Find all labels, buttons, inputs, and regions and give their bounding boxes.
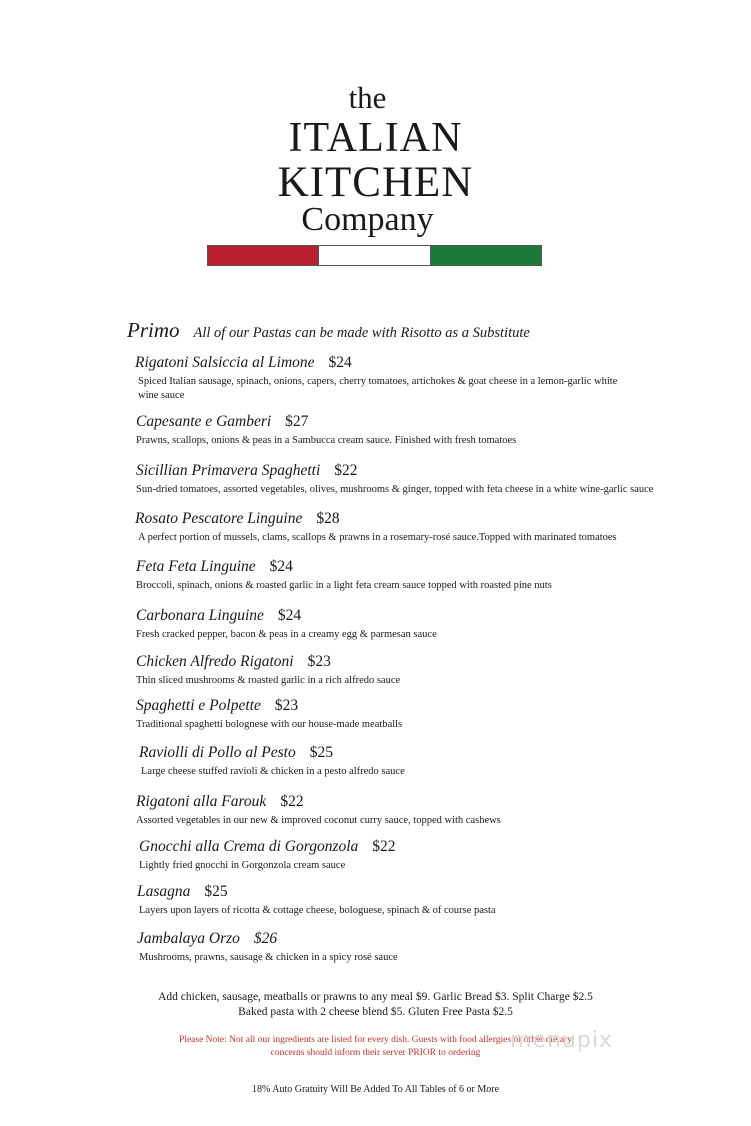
menu-item [139,838,699,873]
menu-item [136,413,696,448]
menu-item [137,883,699,918]
watermark: menupix [510,1028,613,1053]
menu-item [136,558,696,593]
menu-item [139,744,701,779]
item-description: Traditional spaghetti bolognese with our house-made meatballs [136,719,403,730]
item-price: $24 [328,354,352,371]
item-name: Raviolli di Pollo al Pesto [139,744,296,761]
section-title: Primo [127,318,180,342]
item-price: $28 [316,510,340,527]
flag-green [431,246,541,265]
note-line-2: concerns should inform their server PRIOR to ordering [270,1047,481,1058]
item-price: $22 [372,838,396,855]
item-name: Capesante e Gamberi [136,413,272,430]
menu-item [137,930,699,965]
item-description: Fresh cracked pepper, bacon & peas in a creamy egg & parmesan sauce [136,629,437,640]
item-price: $25 [204,883,228,900]
item-name: Sicillian Primavera Spaghetti [136,462,321,479]
item-description: Mushrooms, prawns, sausage & chicken in a spicy rosé sauce [139,952,398,963]
item-price: $23 [274,697,299,714]
section-note: All of our Pastas can be made with Risotto as a Substitute [193,325,530,341]
item-description: Broccoli, spinach, onions & roasted garlic in a light feta cream sauce topped with roasted pine nuts [136,580,552,591]
item-name: Gnocchi alla Crema di Gorgonzola [139,838,359,855]
italian-flag-bar [207,245,542,266]
item-description: Spiced Italian sausage, spinach, onions, capers, cherry tomatoes, artichokes & goat cheese in a lemon-garlic white wine sauce [138,376,618,401]
logo-kitchen: KITCHEN [277,159,474,206]
item-price: $22 [334,462,358,479]
section-header [127,318,530,343]
logo-company: Company [301,201,434,238]
menu-item [136,793,696,828]
item-name: Rigatoni alla Farouk [136,793,267,810]
item-description: Large cheese stuffed ravioli & chicken in a pesto alfredo sauce [141,766,405,777]
menu-item [136,462,736,497]
item-price: $27 [285,413,309,430]
item-description: A perfect portion of mussels, clams, scallops & prawns in a rosemary-rosé sauce.Topped with marinated tomatoes [138,532,617,543]
item-name: Feta Feta Linguine [136,558,256,575]
item-price: $22 [280,793,304,810]
menu-item [136,697,696,732]
logo-the: the [348,80,387,115]
allergy-note [0,1034,751,1059]
item-price: $26 [253,930,278,947]
item-name: Jambalaya Orzo [137,930,240,947]
addons-line-2: Baked pasta with 2 cheese blend $5. Gluten Free Pasta $2.5 [238,1006,513,1018]
item-description: Sun-dried tomatoes, assorted vegetables, olives, mushrooms & ginger, topped with feta cheese in a white wine-garlic sauce [136,484,654,495]
item-price: $24 [277,607,302,624]
item-description: Lightly fried gnocchi in Gorgonzola cream sauce [139,860,346,871]
item-name: Chicken Alfredo Rigatoni [136,653,294,670]
menu-item [136,607,696,642]
flag-white [318,246,430,265]
logo-italian: ITALIAN [288,115,463,161]
item-name: Rosato Pescatore Linguine [135,510,303,527]
item-name: Carbonara Linguine [136,607,264,624]
item-description: Assorted vegetables in our new & improved coconut curry sauce, topped with cashews [136,815,501,826]
menu-item [136,653,696,688]
item-name: Rigatoni Salsiccia al Limone [135,354,315,371]
menu-item [135,354,638,403]
menu-item [135,510,698,545]
addons-info [0,990,751,1020]
item-price: $25 [309,744,333,761]
flag-red [208,246,318,265]
note-line-1: Please Note: Not all our ingredients are listed for every dish. Guests with food allergies or other dietary [179,1035,572,1045]
item-name: Spaghetti e Polpette [136,697,261,714]
item-description: Prawns, scallops, onions & peas in a Sambucca cream sauce. Finished with fresh tomatoes [136,435,517,446]
item-description: Layers upon layers of ricotta & cottage cheese, bologuese, spinach & of course pasta [139,905,496,916]
item-name: Lasagna [137,883,191,900]
item-price: $23 [307,653,331,670]
item-price: $24 [269,558,293,575]
gratuity-note: 18% Auto Gratuity Will Be Added To All Tables of 6 or More [251,1084,500,1095]
item-description: Thin sliced mushrooms & roasted garlic in a rich alfredo sauce [136,675,401,686]
addons-line-1: Add chicken, sausage, meatballs or prawns to any meal $9. Garlic Bread $3. Split Charge $2.5 [158,991,593,1003]
